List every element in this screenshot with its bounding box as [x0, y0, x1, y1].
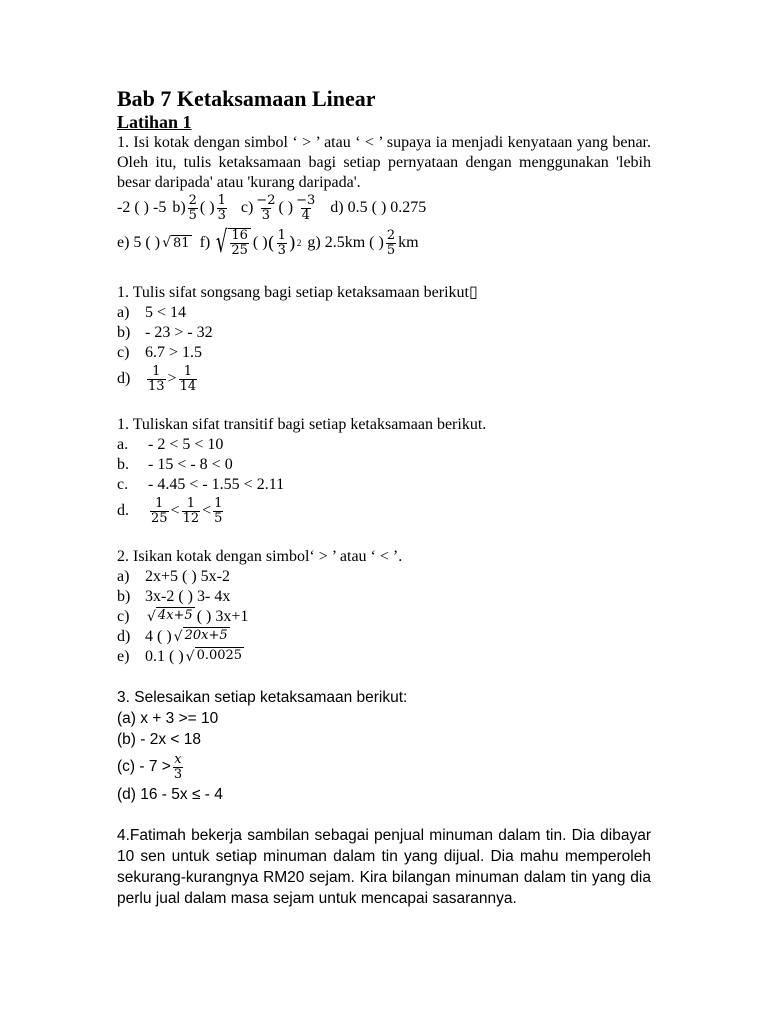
- q1-item-d: d) 0.5 ( ) 0.275: [330, 199, 427, 216]
- q3-d-fraction-1: $\frac{1}{25}$: [151, 495, 168, 526]
- checkbox-glyph-icon: ▯: [468, 284, 478, 301]
- q3-d-fraction-2: $\frac{1}{12}$: [182, 495, 200, 526]
- q1-row-2: e) 5 ( ) √ 81 f) √ $\frac{16}{25}$ ( ) ( $\frac{1}{3}$ ) 2 g) 2.5km ( ) $\frac{2}{5}$ km: [117, 225, 419, 260]
- q6-word-problem: 4.Fatimah bekerja sambilan sebagai penjual minuman dalam tin. Dia dibayar 10 sen untuk setiap minuman dalam tin yang dijual. Dia mahu memperoleh sekurang-kurangnya RM20 sejam. Kira bilangan minuman dalam tin yang dia perlu jual dalam masa sejam untuk mencapai sasarannya.: [117, 827, 651, 907]
- q3-item-c: c. - 4.45 < - 1.55 < 2.11: [117, 476, 285, 493]
- q1-instructions: 1. Isi kotak dengan simbol ‘ > ’ atau ‘ < ’ supaya ia menjadi kenyataan yang benar. Oleh itu, tulis ketaksamaan bagi setiap pernyataan dengan menggunakan 'lebih besar daripada' atau 'kurang daripada'.: [117, 134, 651, 191]
- q3-item-d: d. $\frac{1}{25}$ < $\frac{1}{12}$ < $\frac{1}{5}$: [117, 495, 223, 526]
- q4-item-d: d) 4 ( ) √ 20x+5: [117, 628, 228, 645]
- q4-c-sqrt: √ 4x+5: [147, 608, 193, 625]
- q2-d-fraction-1: $\frac{1}{13}$: [148, 363, 165, 394]
- q1-item-c-label: c): [240, 199, 254, 216]
- q1-row-1: [117, 193, 651, 223]
- q1-g-fraction: $\frac{2}{5}$: [386, 227, 396, 258]
- q1-f-sqrt: √ $\frac{16}{25}$: [212, 228, 251, 258]
- q1-g-unit: km: [398, 234, 419, 251]
- q1-f-fraction: $\frac{16}{25}$: [231, 228, 248, 258]
- q1-item-b-label: b): [172, 199, 186, 216]
- q1-item-a: -2 ( ) -5: [117, 199, 167, 216]
- q2-item-b: b) - 23 > - 32: [117, 324, 213, 341]
- q2-item-c: c) 6.7 > 1.5: [117, 344, 203, 361]
- q1-f-exponent: 2: [296, 238, 302, 248]
- q4-item-c: c) √ 4x+5 ( ) 3x+1: [117, 608, 249, 625]
- q1-f-box: ( ): [252, 234, 268, 251]
- q5-title: 3. Selesaikan setiap ketaksamaan berikut:: [117, 689, 408, 706]
- q1-f-power-fraction: $\frac{1}{3}$: [277, 227, 286, 258]
- q4-item-e: e) 0.1 ( ) √ 0.0025: [117, 648, 243, 665]
- q1-c-box: ( ): [278, 199, 294, 216]
- q5-item-b: (b) - 2x < 18: [117, 731, 201, 748]
- chapter-title: Bab 7 Ketaksamaan Linear: [117, 86, 376, 111]
- q2-d-fraction-2: $\frac{1}{14}$: [179, 363, 197, 394]
- q1-item-e: e) 5 ( ): [117, 234, 161, 251]
- q3-item-b: b. - 15 < - 8 < 0: [117, 456, 233, 473]
- q1-b-box: ( ): [199, 199, 215, 216]
- q3-title: 1. Tuliskan sifat transitif bagi setiap ketaksamaan berikut.: [117, 416, 487, 433]
- q2-item-d: d) $\frac{1}{13}$ > $\frac{1}{14}$: [117, 363, 197, 394]
- q1-item-f-label: f): [199, 234, 211, 251]
- q1-item-g: g) 2.5km ( ): [307, 234, 384, 251]
- q5-item-a: (a) x + 3 >= 10: [117, 710, 219, 727]
- q3-item-a: a. - 2 < 5 < 10: [117, 436, 224, 453]
- document-page: [117, 86, 651, 909]
- q5-item-c: (c) - 7 > $\frac{x}{3}$: [117, 751, 183, 782]
- q2-title: 1. Tulis sifat songsang bagi setiap ketaksamaan berikut ▯: [117, 284, 478, 301]
- q1-b-fraction-1: $\frac{2}{5}$: [188, 192, 197, 223]
- q4-title: 2. Isikan kotak dengan simbol‘ > ’ atau ‘ < ’.: [117, 548, 403, 565]
- q2-item-a: a) 5 < 14: [117, 304, 187, 321]
- q1-e-sqrt: √ 81: [162, 235, 190, 251]
- q4-item-b: b) 3x-2 ( ) 3- 4x: [117, 588, 231, 605]
- q4-item-a: a) 2x+5 ( ) 5x-2: [117, 568, 231, 585]
- q1-b-fraction-2: $\frac{1}{3}$: [217, 192, 226, 223]
- exercise-title: Latihan 1: [117, 112, 192, 132]
- q4-d-sqrt: √ 20x+5: [173, 628, 228, 645]
- q5-section: [117, 687, 651, 909]
- q3-d-fraction-3: $\frac{1}{5}$: [214, 495, 223, 526]
- q1-c-fraction-2: $\frac{-3}{4}$: [296, 192, 316, 223]
- q5-item-d: (d) 16 - 5x ≤ - 4: [117, 786, 223, 803]
- q5-c-fraction: $\frac{x}{3}$: [173, 751, 183, 782]
- q1-c-fraction-1: $\frac{-2}{3}$: [256, 192, 276, 223]
- q4-e-sqrt: √ 0.0025: [185, 648, 243, 665]
